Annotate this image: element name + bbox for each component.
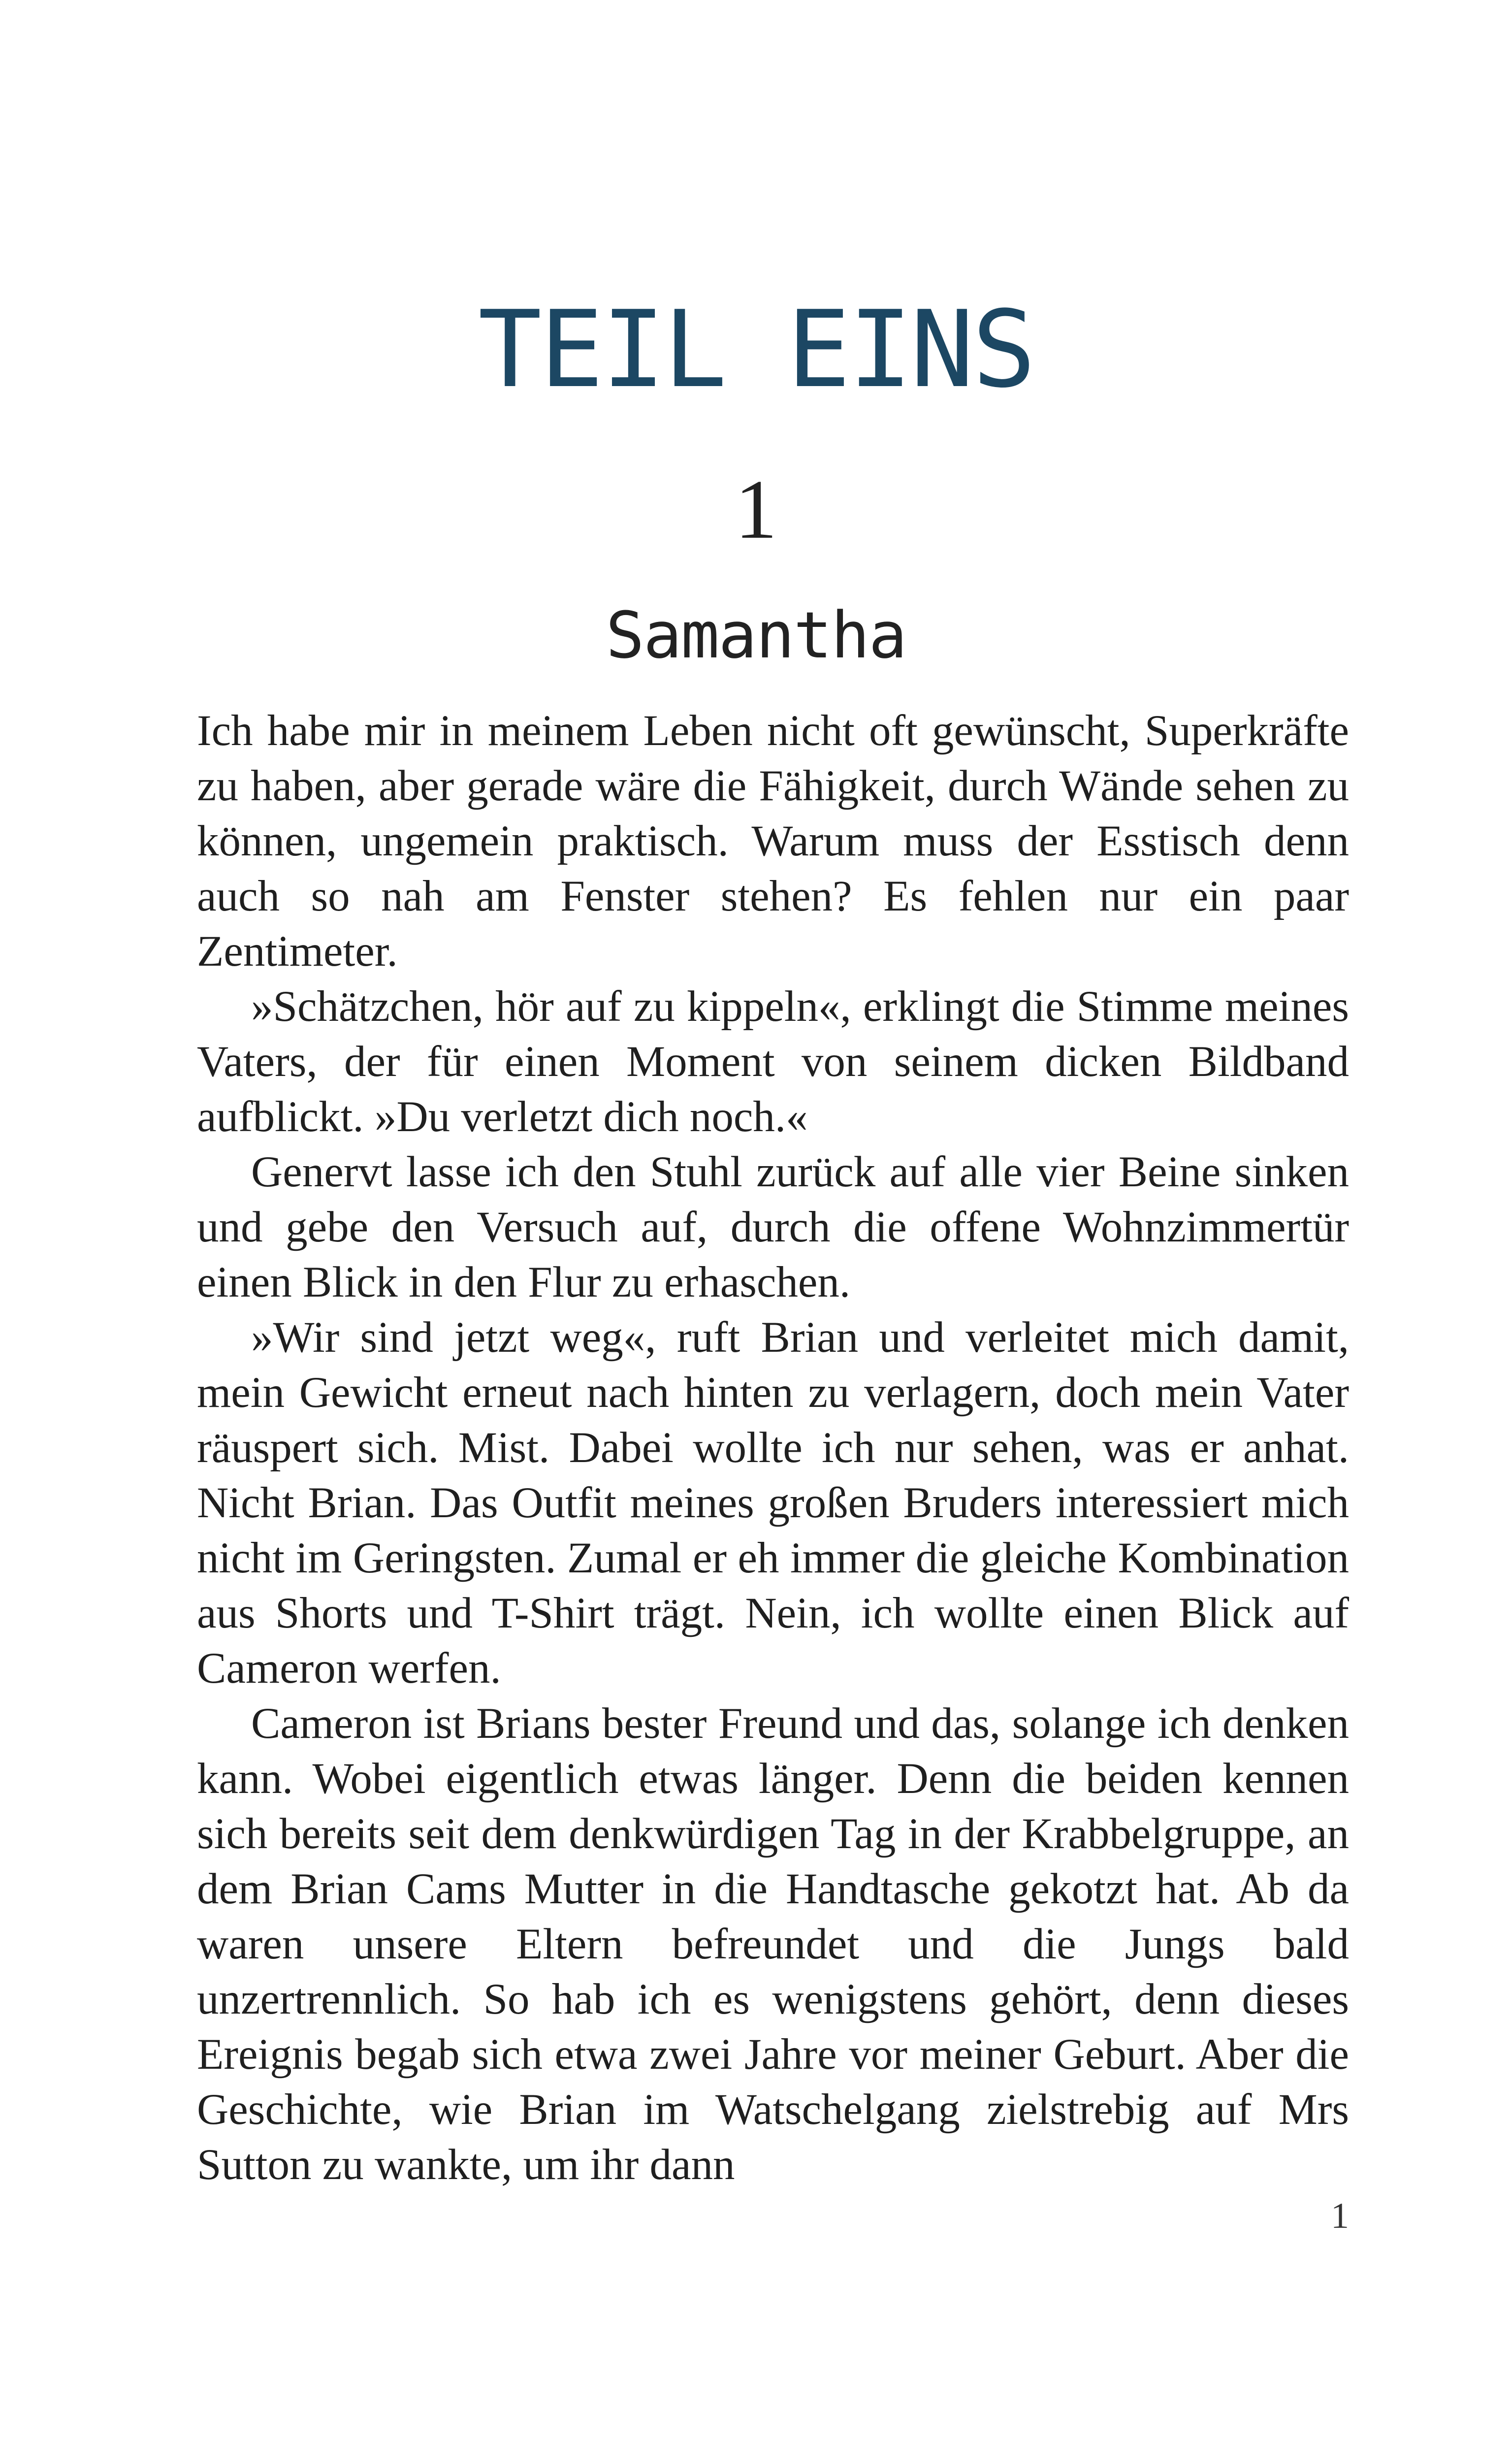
paragraph: Genervt lasse ich den Stuhl zurück auf alle vier Beine sinken und gebe den Versuch auf, durch die offene Wohnzimmertür einen Blick in den Flur zu erhaschen. bbox=[197, 1148, 1349, 1306]
paragraph: »Schätzchen, hör auf zu kippeln«, erklingt die Stimme meines Vaters, der für einen Moment von seinem dicken Bildband aufblickt. »Du verletzt dich noch.« bbox=[197, 982, 1349, 1141]
body-text bbox=[197, 703, 1349, 2192]
part-title: TEIL EINS bbox=[478, 288, 1034, 411]
chapter-title: Samantha bbox=[606, 598, 906, 673]
chapter-number: 1 bbox=[735, 463, 777, 556]
paragraph: »Wir sind jetzt weg«, ruft Brian und verleitet mich damit, mein Gewicht erneut nach hinten zu verlagern, doch mein Vater räuspert sich. Mist. Dabei wollte ich nur sehen, was er anhat. Nicht Brian. Das Outfit meines großen Bruders interessiert mich nicht im Geringsten. Zumal er eh immer die gleiche Kombination aus Shorts und T-Shirt trägt. Nein, ich wollte einen Blick auf Cameron werfen. bbox=[197, 1313, 1349, 1693]
paragraph: Ich habe mir in meinem Leben nicht oft gewünscht, Superkräfte zu haben, aber gerade wäre die Fähigkeit, durch Wände sehen zu können, ungemein praktisch. Warum muss der Esstisch denn auch so nah am Fenster stehen? Es fehlen nur ein paar Zentimeter. bbox=[197, 707, 1349, 976]
paragraph: Cameron ist Brians bester Freund und das, solange ich denken kann. Wobei eigentlich etwas länger. Denn die beiden kennen sich bereits seit dem denkwürdigen Tag in der Krabbelgruppe, an dem Brian Cams Mutter in die Handtasche gekotzt hat. Ab da waren unsere Eltern befreundet und die Jungs bald unzertrennlich. So hab ich es wenigstens gehört, denn dieses Ereignis begab sich etwa zwei Jahre vor meiner Geburt. Aber die Geschichte, wie Brian im Watschelgang zielstrebig auf Mrs Sutton zu wankte, um ihr dann bbox=[197, 1699, 1349, 2189]
page-number: 1 bbox=[1331, 2196, 1349, 2236]
